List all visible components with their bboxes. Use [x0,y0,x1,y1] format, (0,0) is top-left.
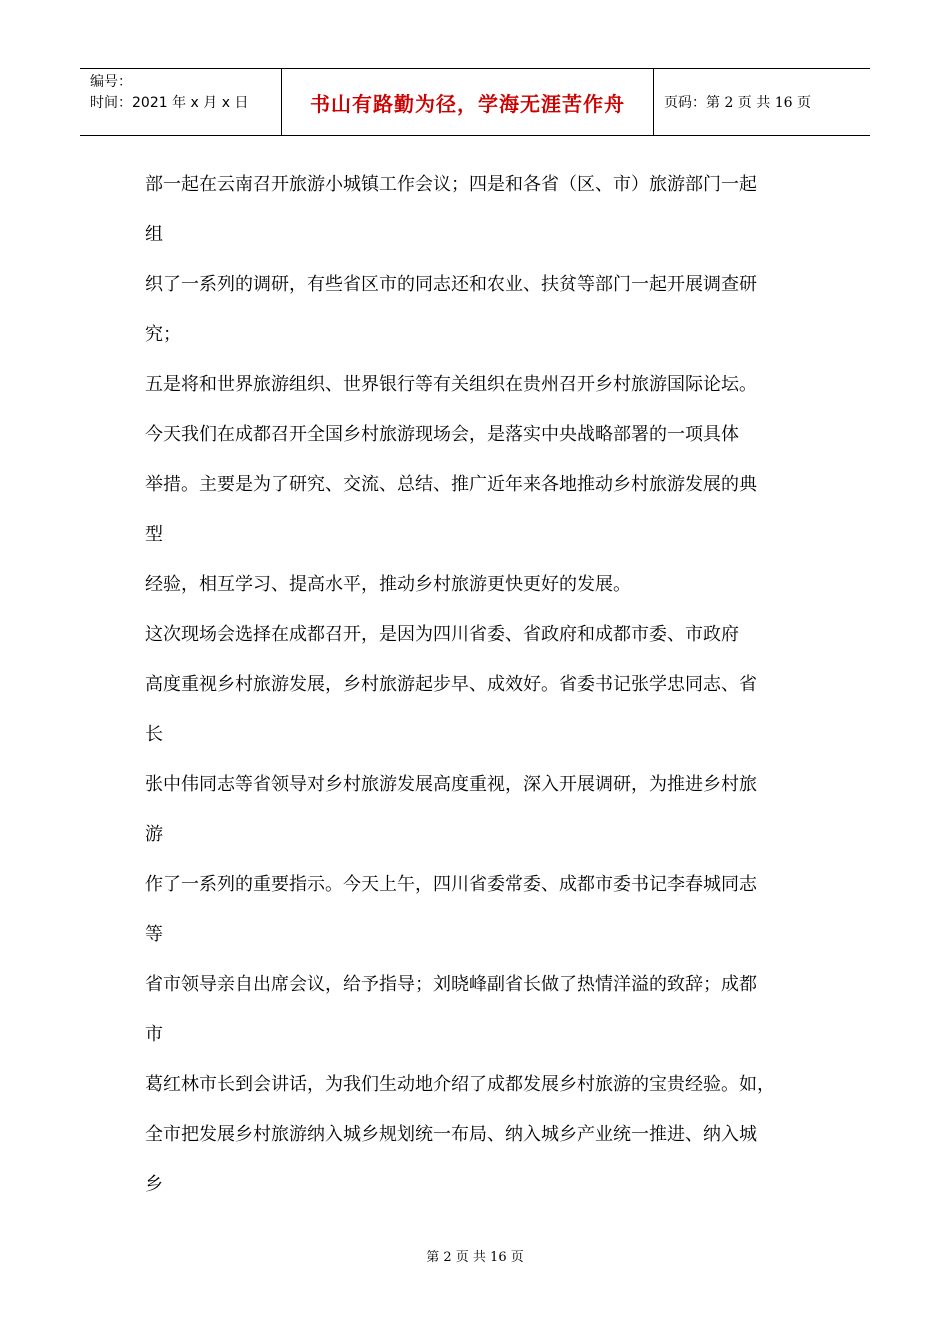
body-line: 今天我们在成都召开全国乡村旅游现场会，是落实中央战略部署的一项具体 [145,424,739,445]
body-line: 型 [145,524,163,545]
body-line: 五是将和世界旅游组织、世界银行等有关组织在贵州召开乡村旅游国际论坛。 [145,374,757,395]
body-line: 高度重视乡村旅游发展，乡村旅游起步早、成效好。省委书记张学忠同志、省 [145,674,757,695]
body-line: 乡 [145,1174,163,1195]
body-line: 织了一系列的调研，有些省区市的同志还和农业、扶贫等部门一起开展调查研 [145,274,757,295]
page-footer [0,1246,950,1265]
date-line: 时间：2021 年 x 月 x 日 [90,95,249,111]
header-page-info: 页码：第 2 页 共 16 页 [664,95,811,111]
body-line: 组 [145,224,163,245]
code-label: 编号： [90,74,132,90]
body-line: 举措。主要是为了研究、交流、总结、推广近年来各地推动乡村旅游发展的典 [145,474,757,495]
body-line: 这次现场会选择在成都召开，是因为四川省委、省政府和成都市委、市政府 [145,624,739,645]
body-line: 作了一系列的重要指示。今天上午，四川省委常委、成都市委书记李春城同志 [145,874,757,895]
body-line: 市 [145,1024,163,1045]
body-line: 全市把发展乡村旅游纳入城乡规划统一布局、纳入城乡产业统一推进、纳入城 [145,1124,757,1145]
body-line: 究； [145,324,181,345]
body-line: 省市领导亲自出席会议，给予指导；刘晓峰副省长做了热情洋溢的致辞；成都 [145,974,757,995]
body-line: 游 [145,824,163,845]
header-motto-cell [282,69,654,135]
document-body [145,160,825,1210]
page-header [80,68,870,136]
body-line: 等 [145,924,163,945]
body-line: 长 [145,724,163,745]
footer-page-number: 第 2 页 共 16 页 [426,1250,524,1265]
body-line: 部一起在云南召开旅游小城镇工作会议；四是和各省（区、市）旅游部门一起 [145,174,757,195]
header-meta-cell [80,69,282,135]
header-page-cell [654,69,870,135]
body-line: 葛红林市长到会讲话，为我们生动地介绍了成都发展乡村旅游的宝贵经验。如， [145,1074,775,1095]
motto-text: 书山有路勤为径，学海无涯苦作舟 [310,91,625,116]
body-line: 经验，相互学习、提高水平，推动乡村旅游更快更好的发展。 [145,574,631,595]
body-line: 张中伟同志等省领导对乡村旅游发展高度重视，深入开展调研，为推进乡村旅 [145,774,757,795]
